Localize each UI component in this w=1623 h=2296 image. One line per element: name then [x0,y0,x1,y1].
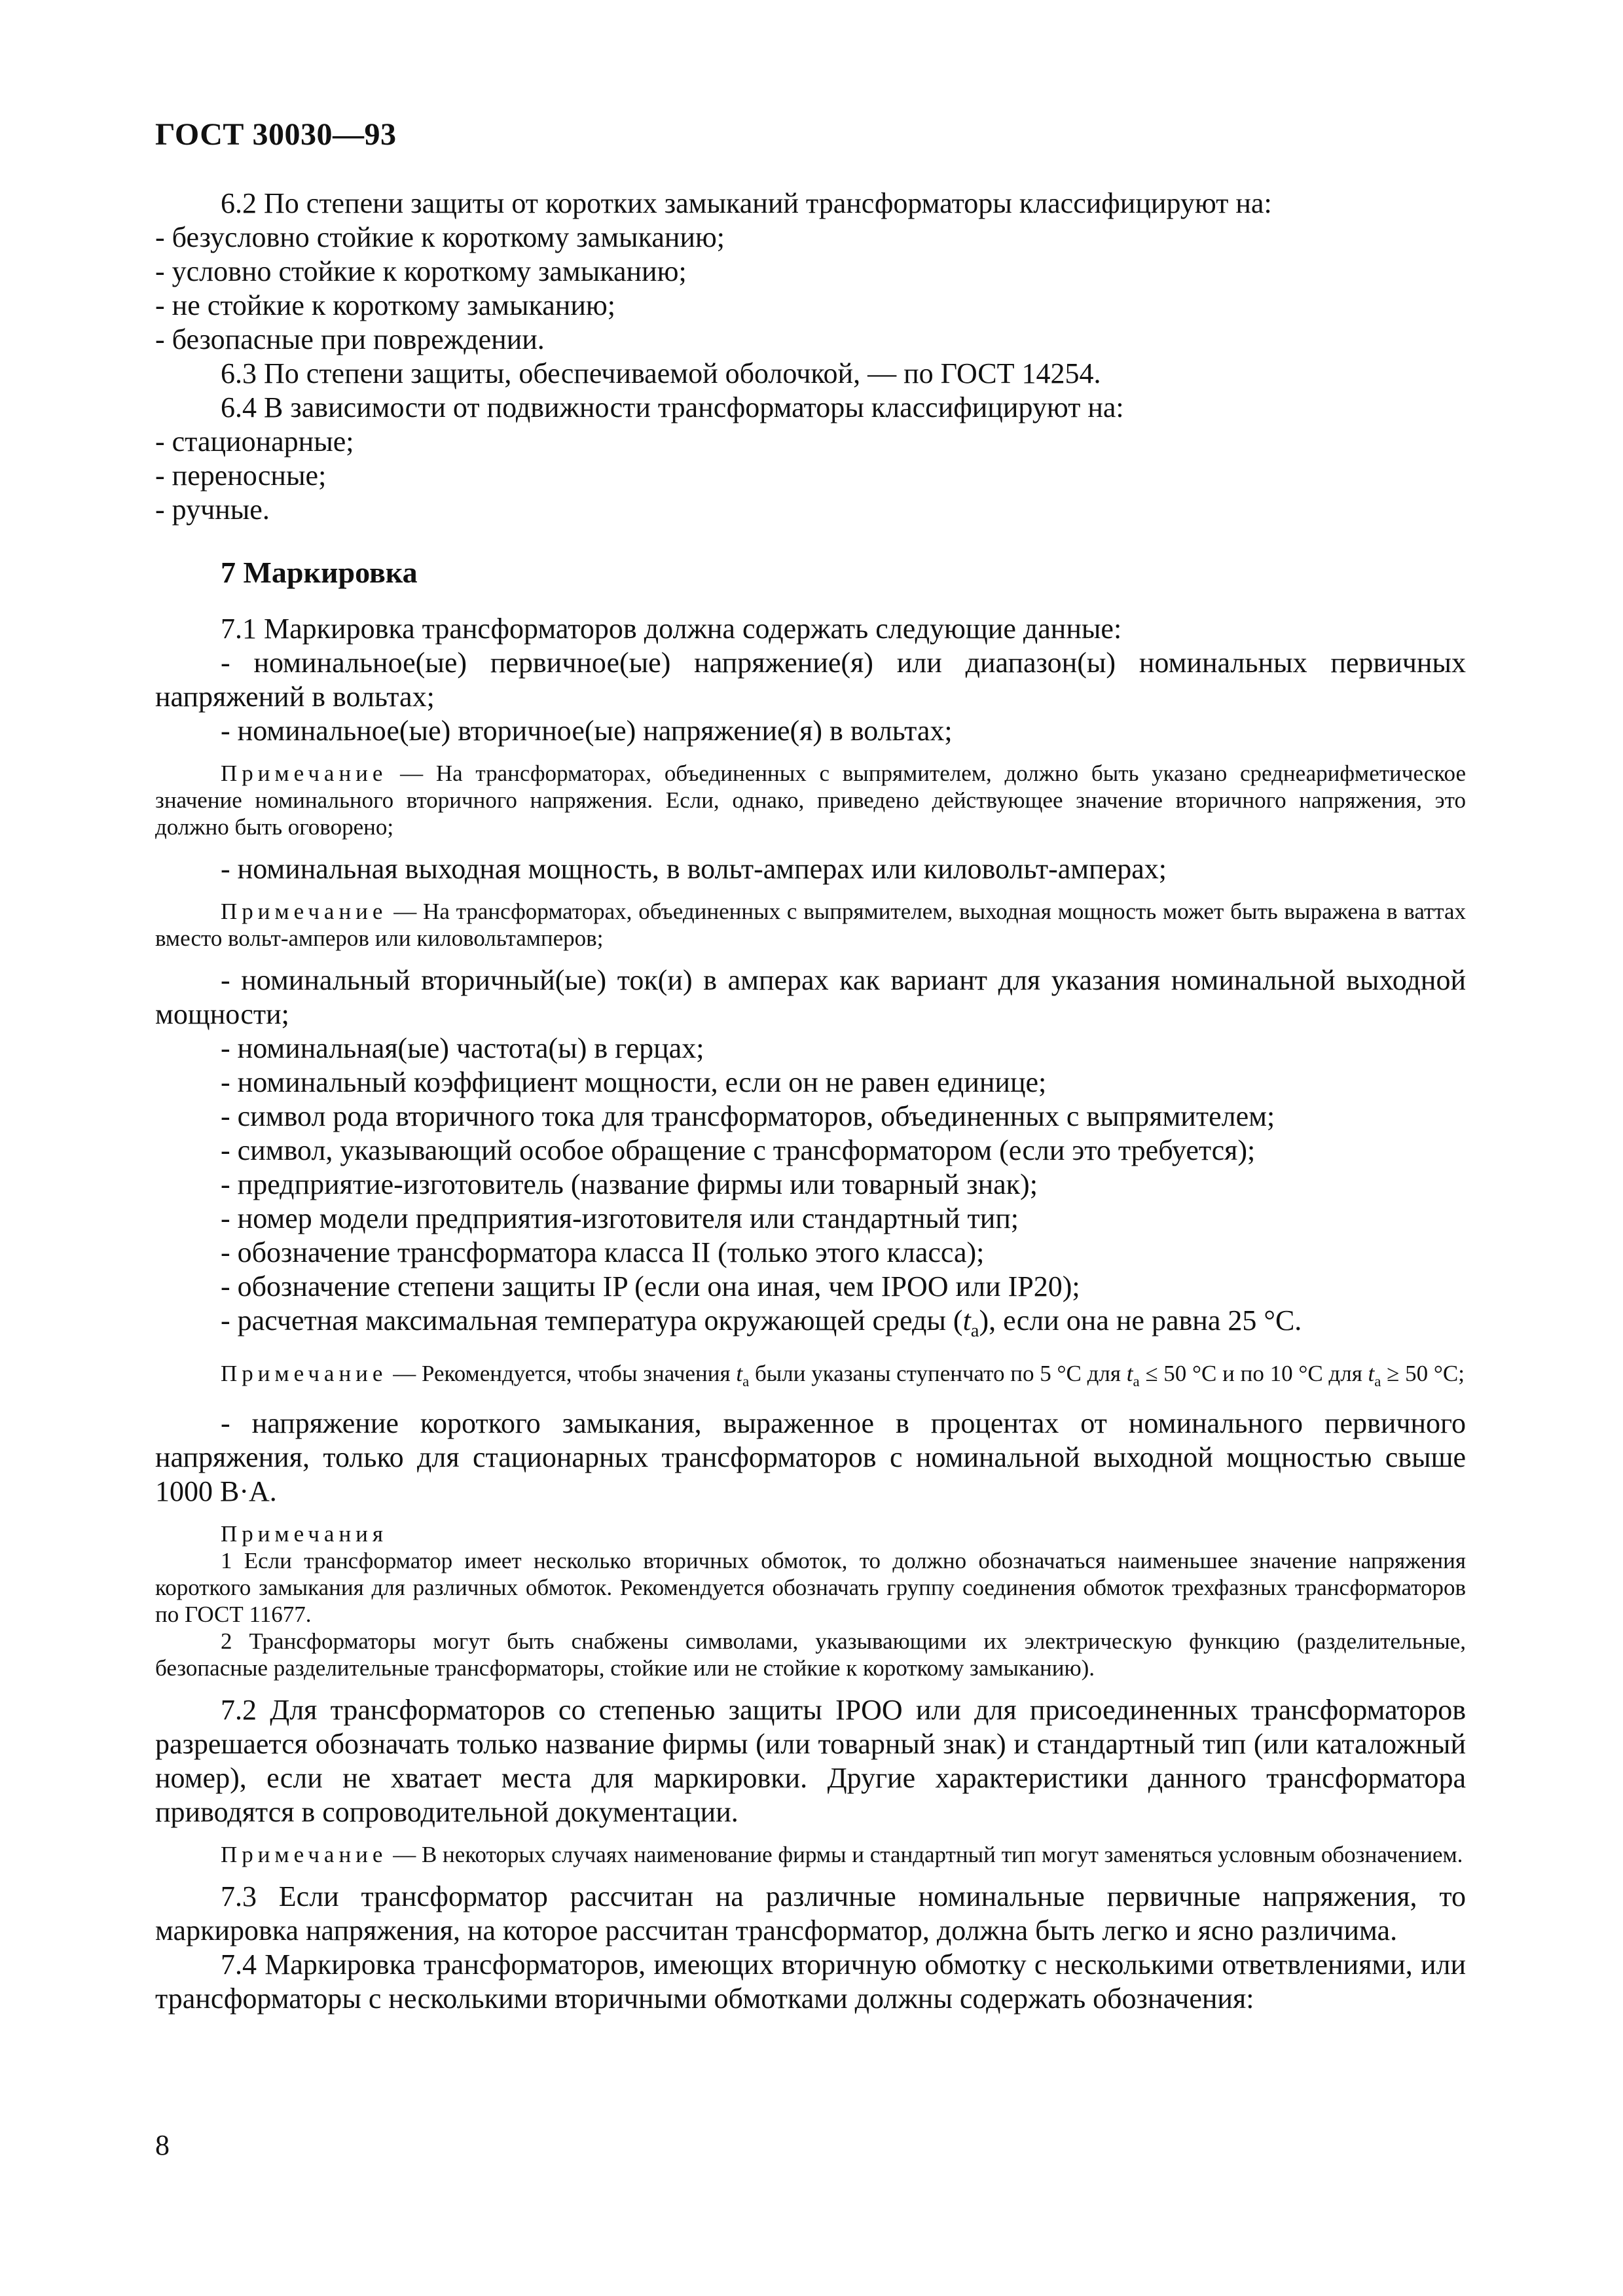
symbol-t: t [1126,1360,1133,1386]
clause-7-3: 7.3 Если трансформатор рассчитан на различные номинальные первичные напряжения, то маркировка напряжения, на которое рассчитан трансформатор, должна быть легко и ясно различима. [155,1880,1466,1946]
document-body [155,187,1466,2016]
clause-7-2: 7.2 Для трансформаторов со степенью защиты IPOO или для присоединенных трансформаторов разрешается обозначать только название фирмы (или товарный знак) и стандартный тип (или каталожный номер), если не хватает места для маркировки. Другие характеристики данного трансформатора приводятся в сопроводительной документации. [155,1693,1466,1828]
clause-7-1: 7.1 Маркировка трансформаторов должна содержать следующие данные: [221,613,1122,645]
note-text: — На трансформаторах, объединенных с выпрямителем, должно быть указано среднеарифметическое значение номинального вторичного напряжения. Если, однако, приведено действующее значение вторичного напряжения, это должно быть оговорено; [155,761,1466,840]
list-item: - символ, указывающий особое обращение с трансформатором (если это требуется); [221,1134,1256,1166]
list-item: - переносные; [155,459,327,492]
list-item: - условно стойкие к короткому замыканию; [155,255,687,287]
list-item-secondary-current: - номинальный вторичный(ые) ток(и) в амперах как вариант для указания номинальной выходной мощности; [155,964,1466,1030]
list-item: - обозначение степени защиты IP (если она иная, чем IPOO или IP20); [221,1270,1080,1302]
note-label: Примечание [221,899,388,924]
note-4 [155,1841,1466,1868]
list-item-secondary-voltage: - номинальное(ые) вторичное(ые) напряжение(я) в вольтах; [221,715,953,747]
list-item: - обозначение трансформатора класса II (только этого класса); [221,1236,985,1268]
clause-6-2: 6.2 По степени защиты от коротких замыканий трансформаторы классифицируют на: [221,187,1272,219]
note-label: Примечание [221,1360,388,1386]
note-3 [155,1360,1466,1395]
text-run: ≥ 50 °С; [1381,1360,1465,1386]
notes-item-1: 1 Если трансформатор имеет несколько вторичных обмоток, то должно обозначаться наименьшее значение напряжения короткого замыкания для различных обмоток. Рекомендуется обозначать группу соединения обмоток трехфазных трансформаторов по ГОСТ 11677. [155,1547,1466,1627]
notes-heading [155,1520,1466,1547]
note-2 [155,898,1466,952]
symbol-sub: a [742,1372,750,1390]
list-6-4 [155,425,1466,527]
list-item: - безопасные при повреждении. [155,323,545,355]
list-item-output-power: - номинальная выходная мощность, в вольт-амперах или киловольт-амперах; [221,853,1167,885]
list-item: - номинальная(ые) частота(ы) в герцах; [221,1032,704,1064]
note-label: Примечание [221,761,388,786]
text-run: - расчетная максимальная температура окружающей среды ( [221,1304,963,1336]
note-label: Примечание [221,1841,388,1867]
text-run: были указаны ступенчато по 5 °С для [749,1360,1127,1386]
notes-label: Примечания [221,1520,388,1547]
page-number: 8 [155,2129,170,2161]
symbol-t: t [1368,1360,1375,1386]
list-item: - символ рода вторичного тока для трансформаторов, объединенных с выпрямителем; [221,1100,1275,1132]
note-1 [155,760,1466,840]
text-run: ≤ 50 °С и по 10 °С для [1139,1360,1368,1386]
symbol-sub: a [1374,1372,1381,1390]
list-item: - номер модели предприятия-изготовителя или стандартный тип; [221,1202,1019,1234]
document-header: ГОСТ 30030—93 [155,117,397,152]
text-run: — Рекомендуется, чтобы значения [387,1360,737,1386]
list-item: - номинальный коэффициент мощности, если он не равен единице; [221,1066,1047,1098]
list-item-primary-voltage: - номинальное(ые) первичное(ые) напряжение(я) или диапазон(ы) номинальных первичных напряжений в вольтах; [155,647,1466,713]
note-text: — В некоторых случаях наименование фирмы и стандартный тип могут заменяться условным обозначением. [387,1841,1463,1867]
clause-7-4: 7.4 Маркировка трансформаторов, имеющих вторичную обмотку с несколькими ответвлениями, или трансформаторы с несколькими вторичными обмотками должны содержать обозначения: [155,1948,1466,2015]
list-item-ambient-temperature [155,1304,1466,1348]
symbol-sub: a [1133,1372,1140,1390]
list-item: - безусловно стойкие к короткому замыканию; [155,221,725,253]
symbol-sub: a [970,1320,979,1341]
text-run: ), если она не равна 25 °С. [979,1304,1302,1336]
note-text: — На трансформаторах, объединенных с выпрямителем, выходная мощность может быть выражена в ваттах вместо вольт-амперов или киловольтамперов; [155,899,1466,951]
list-item: - ручные. [155,493,270,526]
list-item: - предприятие-изготовитель (название фирмы или товарный знак); [221,1168,1038,1200]
list-6-2 [155,221,1466,357]
clause-6-4: 6.4 В зависимости от подвижности трансформаторы классифицируют на: [221,391,1124,423]
notes-item-2: 2 Трансформаторы могут быть снабжены символами, указывающими их электрическую функцию (разделительные, безопасные разделительные трансформаторы, стойкие или не стойкие к короткому замыканию). [155,1628,1466,1681]
section-7-heading: 7 Маркировка [221,556,418,589]
symbol-t: t [962,1304,971,1336]
clause-6-3: 6.3 По степени защиты, обеспечиваемой оболочкой, — по ГОСТ 14254. [221,357,1101,389]
list-item-short-circuit-voltage: - напряжение короткого замыкания, выраженное в процентах от номинального первичного напряжения, только для стационарных трансформаторов с номинальной выходной мощностью свыше 1000 В·А. [155,1407,1466,1507]
symbol-t: t [736,1360,743,1386]
list-7-1 [155,1031,1466,1304]
list-item: - не стойкие к короткому замыканию; [155,289,615,321]
list-item: - стационарные; [155,425,354,457]
